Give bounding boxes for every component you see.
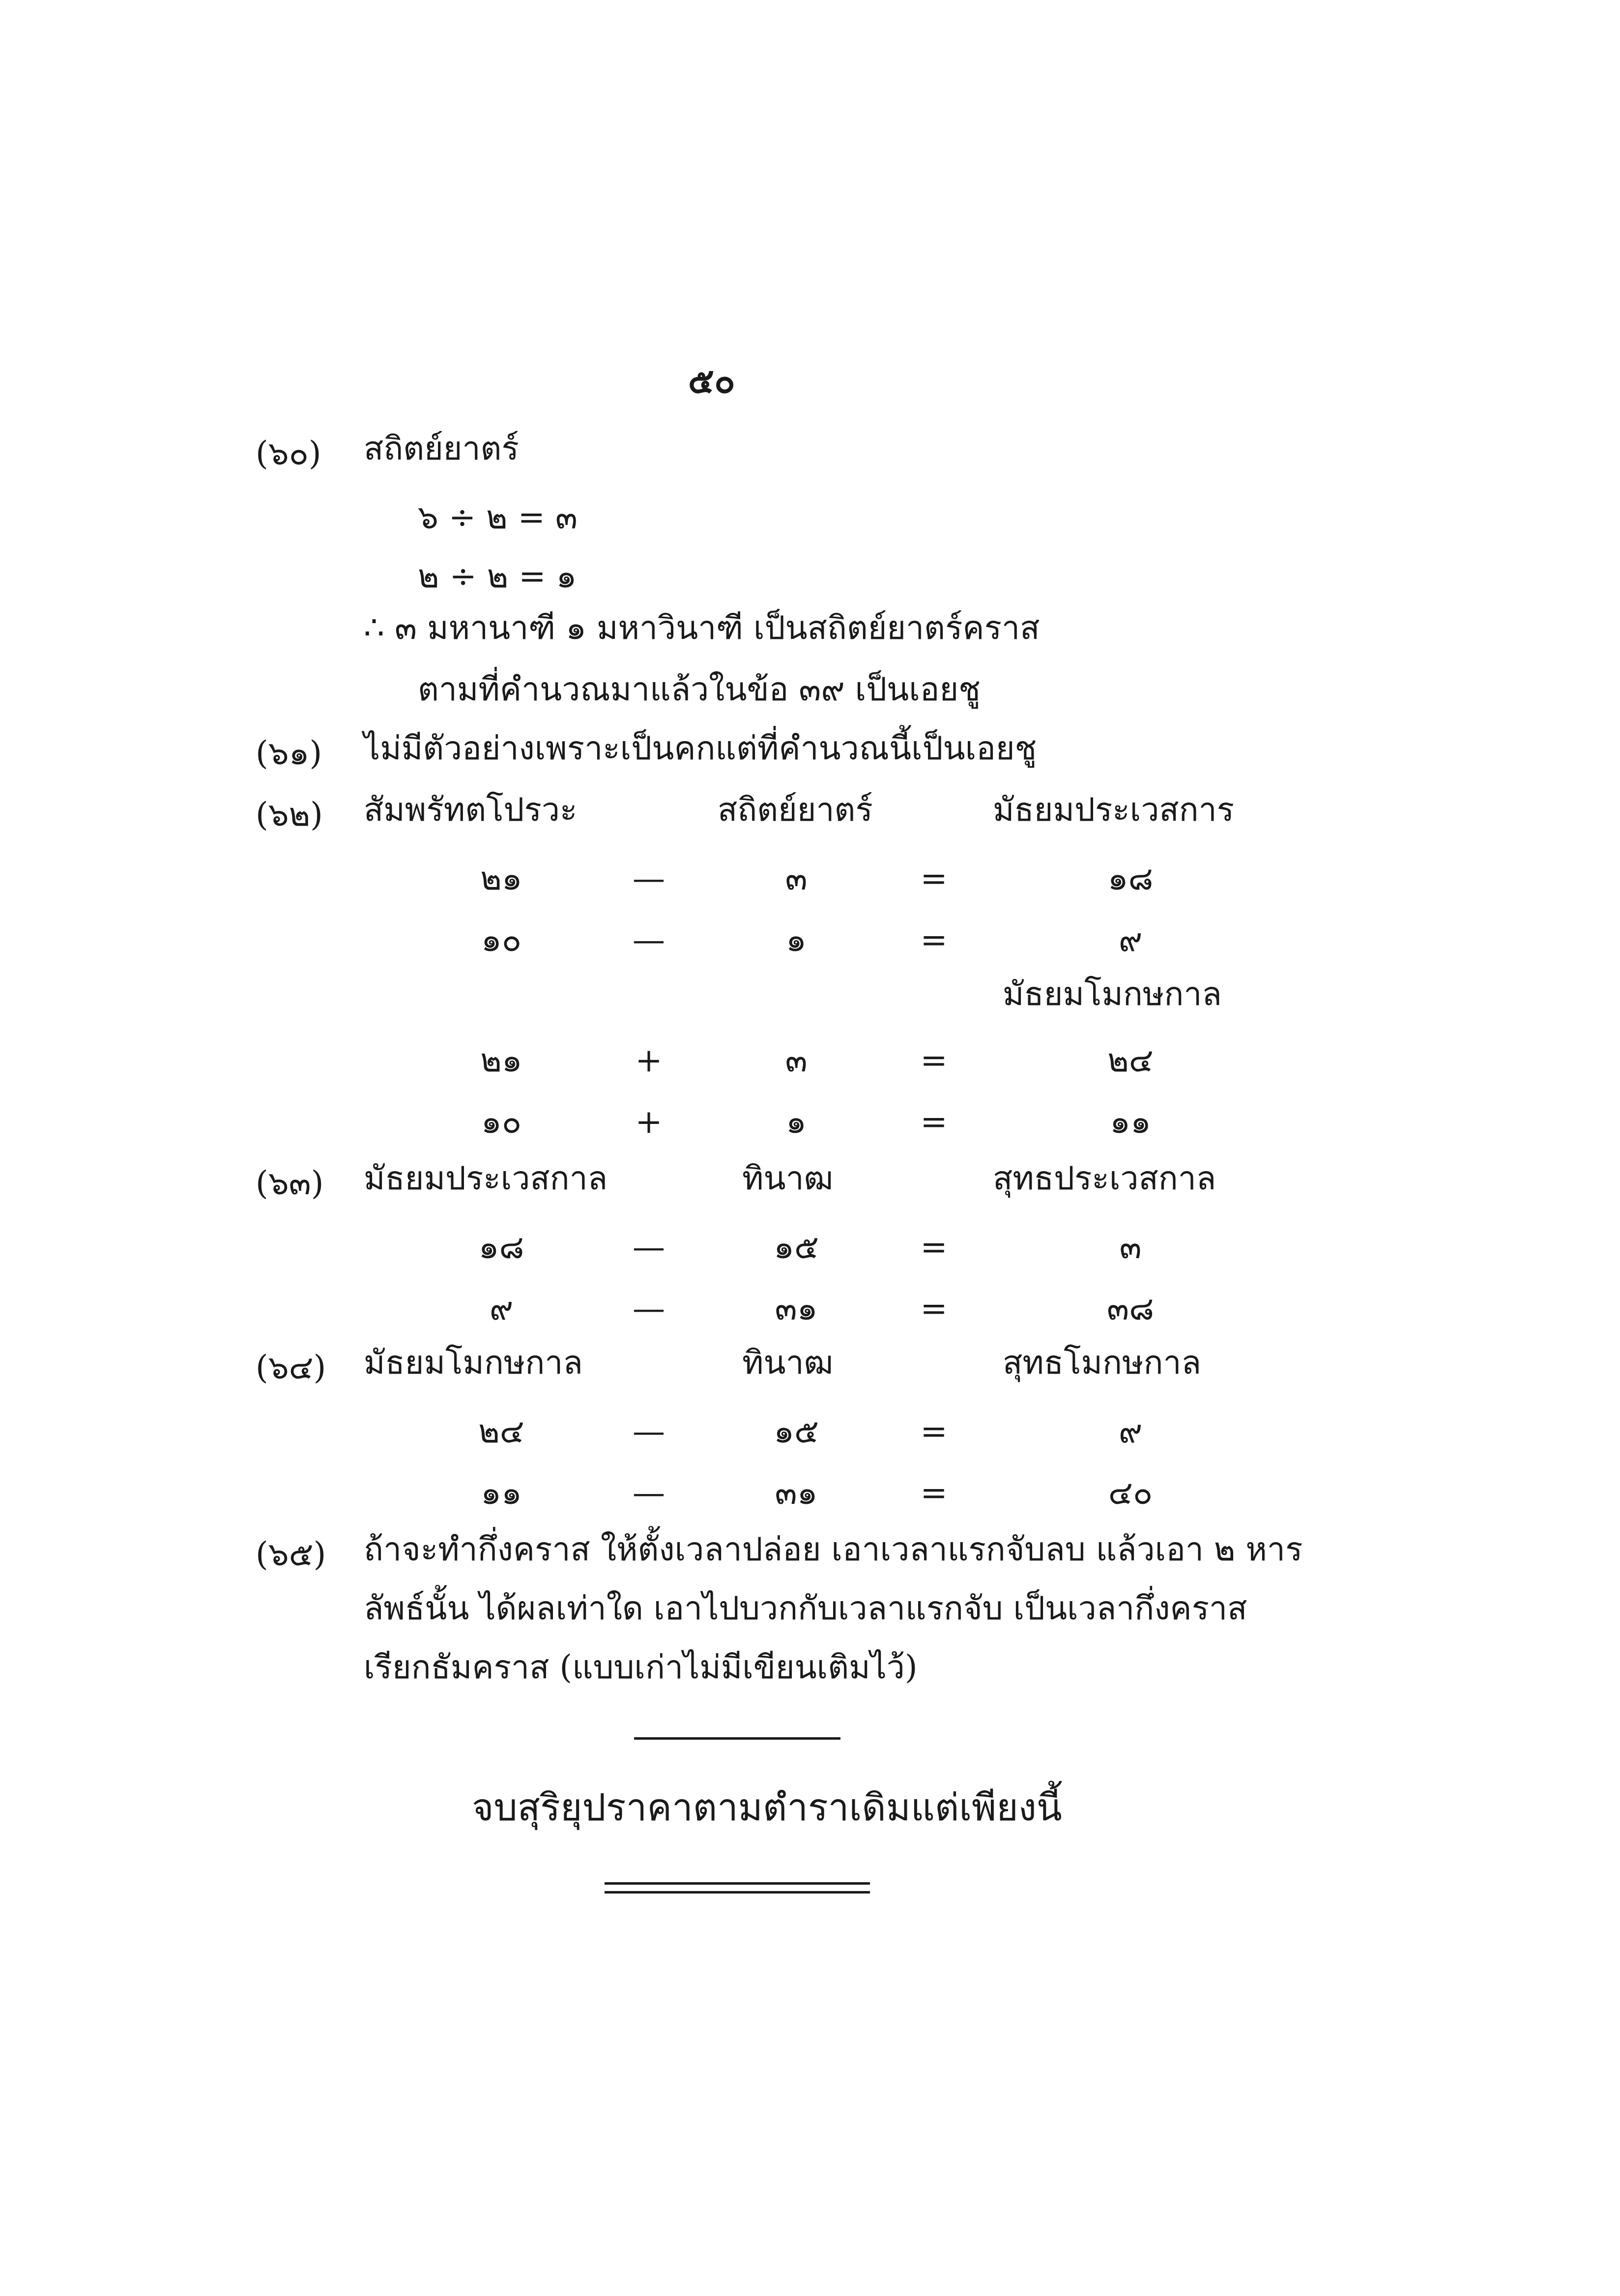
equals: = <box>920 921 948 959</box>
closing-line: จบสุริยุปราคาตามตำราเดิมแต่เพียงนี้ <box>472 1785 1062 1829</box>
equals: = <box>920 1412 948 1450</box>
operator: — <box>633 1228 665 1266</box>
paragraph-line: ลัพธ์นั้น ได้ผลเท่าใด เอาไปบวกกับเวลาแรกจับ เป็นเวลากึ่งคราส <box>364 1589 1247 1627</box>
section-label-61: (๖๑) <box>256 734 322 772</box>
section-text-61: ไม่มีตัวอย่างเพราะเป็นคกแต่ที่คำนวณนี้เป็นเอยชู <box>364 729 1037 767</box>
result: ๑๑ <box>1110 1103 1151 1141</box>
value-b: ๓ <box>785 1041 808 1079</box>
equals: = <box>920 1103 948 1141</box>
operator: — <box>633 921 665 959</box>
equals: = <box>920 1041 948 1079</box>
result: ๑๘ <box>1107 860 1154 897</box>
value-b: ๑ <box>786 921 807 959</box>
result: ๔๐ <box>1108 1474 1153 1512</box>
column-heading-1: สัมพรัทตโปรวะ <box>364 791 578 829</box>
section-label-63: (๖๓) <box>256 1164 324 1202</box>
column-heading-2: ทินาฒ <box>742 1159 834 1197</box>
value-b: ๑๕ <box>774 1228 819 1266</box>
operator: — <box>633 1290 665 1327</box>
value-a: ๑๑ <box>481 1474 522 1512</box>
value-b: ๑๕ <box>774 1412 819 1450</box>
result: ๙ <box>1118 921 1143 959</box>
column-heading-1: มัธยมประเวสกาล <box>364 1159 608 1197</box>
equals: = <box>920 1474 948 1512</box>
value-b: ๓ <box>785 860 808 897</box>
closing-rule-bottom <box>605 1891 870 1894</box>
reference-note: ตามที่คำนวณมาแล้วในข้อ ๓๙ เป็นเอยชู <box>418 670 981 708</box>
closing-rule-top <box>605 1882 870 1885</box>
page-number: ๕๐ <box>688 360 735 401</box>
operator: — <box>633 1412 665 1450</box>
result: ๒๔ <box>1107 1041 1154 1079</box>
paragraph-line: เรียกธัมคราส (แบบเก่าไม่มีเขียนเติมไว้) <box>364 1648 918 1686</box>
section-label-65: (๖๕) <box>256 1535 326 1573</box>
value-a: ๑๘ <box>478 1228 524 1266</box>
section-title-60: สถิตย์ยาตร์ <box>364 430 519 467</box>
equation-1: ๖ ÷ ๒ = ๓ <box>418 498 578 536</box>
operator: — <box>633 860 665 897</box>
value-a: ๒๑ <box>480 860 522 897</box>
section-label-64: (๖๔) <box>256 1349 326 1386</box>
equals: = <box>920 1228 948 1266</box>
value-a: ๒๔ <box>478 1412 524 1450</box>
result: ๓ <box>1119 1228 1142 1266</box>
column-heading-3: มัธยมประเวสการ <box>993 791 1235 829</box>
operator: — <box>633 1474 665 1512</box>
value-b: ๓๑ <box>775 1290 818 1327</box>
value-b: ๑ <box>786 1103 807 1141</box>
equation-2: ๒ ÷ ๒ = ๑ <box>418 557 577 595</box>
value-b: ๓๑ <box>775 1474 818 1512</box>
sub-heading: มัธยมโมกษกาล <box>1003 975 1222 1013</box>
result: ๙ <box>1118 1412 1143 1450</box>
value-a: ๑๐ <box>481 1103 522 1141</box>
column-heading-2: สถิตย์ยาตร์ <box>718 791 873 829</box>
column-heading-3: สุทธโมกษกาล <box>1003 1344 1201 1381</box>
column-heading-1: มัธยมโมกษกาล <box>364 1344 583 1381</box>
therefore-line: ∴ ๓ มหานาฑี ๑ มหาวินาฑี เป็นสถิตย์ยาตร์คราส <box>364 609 1040 647</box>
section-label-60: (๖๐) <box>256 434 321 472</box>
column-heading-3: สุทธประเวสกาล <box>993 1159 1216 1197</box>
value-a: ๙ <box>489 1290 514 1327</box>
section-divider <box>634 1737 840 1740</box>
operator: + <box>635 1041 663 1079</box>
result: ๓๘ <box>1106 1290 1155 1327</box>
equals: = <box>920 1290 948 1327</box>
value-a: ๒๑ <box>480 1041 522 1079</box>
column-heading-2: ทินาฒ <box>742 1344 834 1381</box>
value-a: ๑๐ <box>481 921 522 959</box>
paragraph-line: ถ้าจะทำกึ่งคราส ให้ตั้งเวลาปล่อย เอาเวลาแรกจับลบ แล้วเอา ๒ หาร <box>364 1530 1303 1568</box>
equals: = <box>920 860 948 897</box>
operator: + <box>635 1103 663 1141</box>
section-label-62: (๖๒) <box>256 796 323 833</box>
